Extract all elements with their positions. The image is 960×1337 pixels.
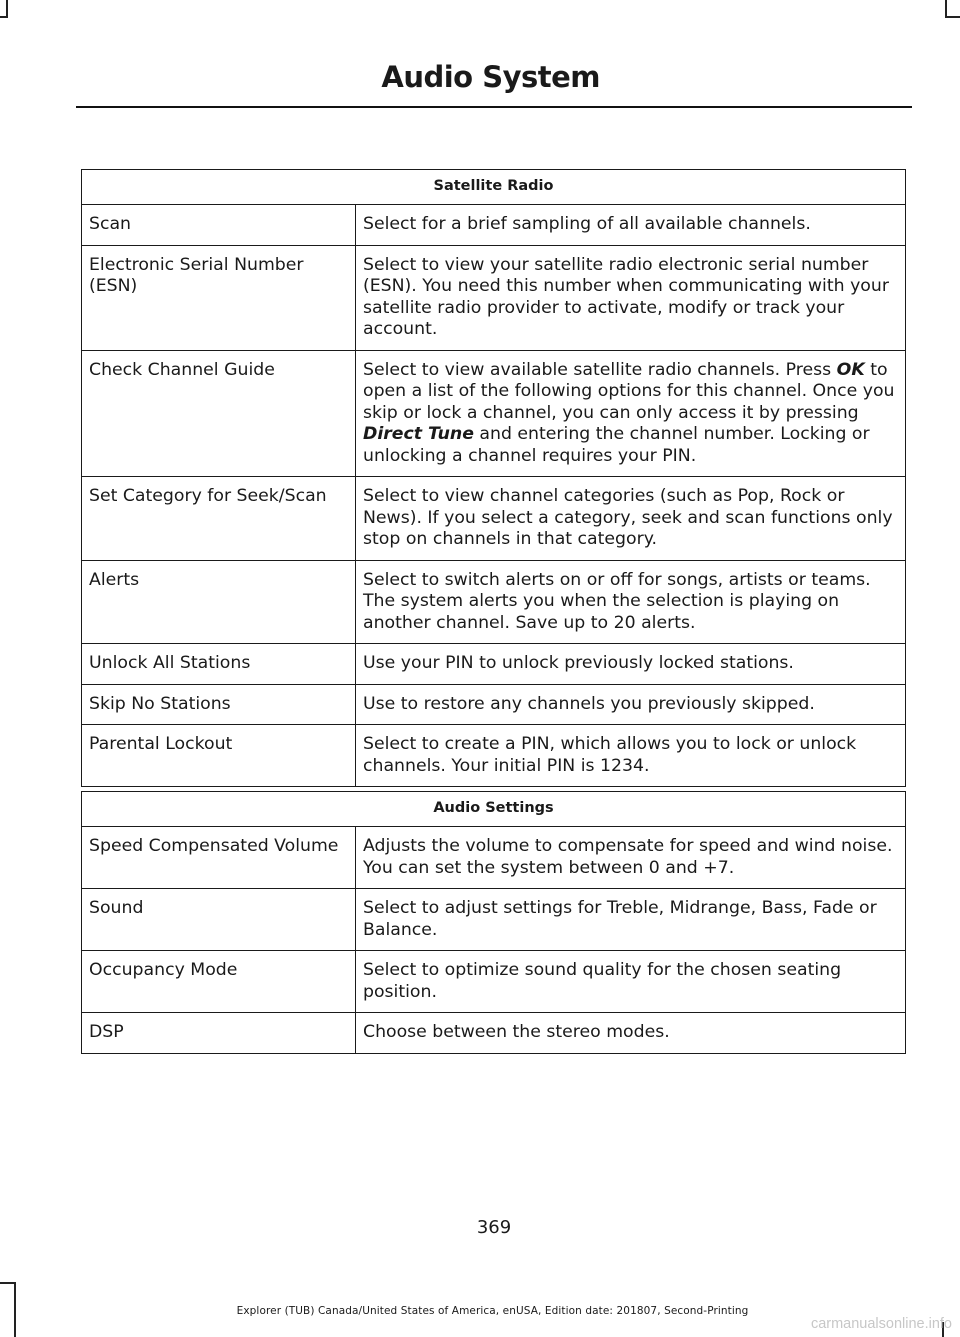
watermark: carmanualsonline.info (810, 1316, 952, 1332)
crop-mark (0, 16, 8, 18)
direct-tune-label: Direct Tune (363, 424, 474, 444)
table-row (82, 725, 906, 787)
setting-name: Alerts (82, 560, 356, 644)
table-title: Satellite Radio (82, 170, 906, 205)
setting-name: Check Channel Guide (82, 350, 356, 477)
setting-name: Occupancy Mode (82, 951, 356, 1013)
ok-button-label: OK (836, 359, 865, 380)
setting-name: Parental Lockout (82, 725, 356, 787)
setting-name: DSP (82, 1013, 356, 1054)
table-row (82, 644, 906, 685)
crop-mark (0, 1282, 16, 1284)
setting-description: Select to switch alerts on or off for songs, artists or teams. The system alerts you when the selection is playing on another channel. Save up to 20 alerts. (356, 560, 906, 644)
table-header-row (82, 170, 906, 205)
page-number: 369 (476, 1217, 512, 1238)
table-row (82, 477, 906, 561)
setting-description: Choose between the stereo modes. (356, 1013, 906, 1054)
audio-settings-table (81, 791, 906, 1054)
setting-description: Select to create a PIN, which allows you to lock or unlock channels. Your initial PIN is 1234. (356, 725, 906, 787)
setting-description: Use to restore any channels you previously skipped. (356, 684, 906, 725)
setting-description: Select for a brief sampling of all available channels. (356, 205, 906, 246)
setting-name: Unlock All Stations (82, 644, 356, 685)
setting-name: Set Category for Seek/Scan (82, 477, 356, 561)
crop-mark (945, 16, 960, 18)
table-row (82, 951, 906, 1013)
page-title: Audio System (381, 60, 600, 94)
table-row (82, 560, 906, 644)
description-text: to open a list of the following options for this channel. Once you skip or lock a channel, you can only access it by pressing (363, 359, 895, 423)
setting-description: Select to view channel categories (such as Pop, Rock or News). If you select a category, seek and scan functions only stop on channels in that category. (356, 477, 906, 561)
table-row (82, 245, 906, 350)
setting-name: Electronic Serial Number (ESN) (82, 245, 356, 350)
table-row (82, 827, 906, 889)
setting-name: Sound (82, 889, 356, 951)
setting-description: Use your PIN to unlock previously locked stations. (356, 644, 906, 685)
header-divider (76, 106, 912, 108)
table-header-row (82, 792, 906, 827)
table-row (82, 889, 906, 951)
table-row (82, 1013, 906, 1054)
setting-description: Select to adjust settings for Treble, Midrange, Bass, Fade or Balance. (356, 889, 906, 951)
description-text: Select to view available satellite radio channels. Press (363, 359, 837, 380)
table-row (82, 684, 906, 725)
setting-name: Speed Compensated Volume (82, 827, 356, 889)
table-row (82, 205, 906, 246)
setting-description (356, 350, 906, 477)
table-title: Audio Settings (82, 792, 906, 827)
setting-description: Select to optimize sound quality for the chosen seating position. (356, 951, 906, 1013)
description-text: and entering the channel number. Locking or unlocking a channel requires your PIN. (363, 424, 870, 466)
setting-description: Adjusts the volume to compensate for speed and wind noise. You can set the system between 0 and +7. (356, 827, 906, 889)
table-row (82, 350, 906, 477)
setting-name: Skip No Stations (82, 684, 356, 725)
satellite-radio-table (81, 169, 906, 787)
setting-name: Scan (82, 205, 356, 246)
edition-footer: Explorer (TUB) Canada/United States of America, enUSA, Edition date: 201807, Second-Printing (236, 1305, 749, 1317)
setting-description: Select to view your satellite radio electronic serial number (ESN). You need this number when communicating with your satellite radio provider to activate, modify or track your account. (356, 245, 906, 350)
